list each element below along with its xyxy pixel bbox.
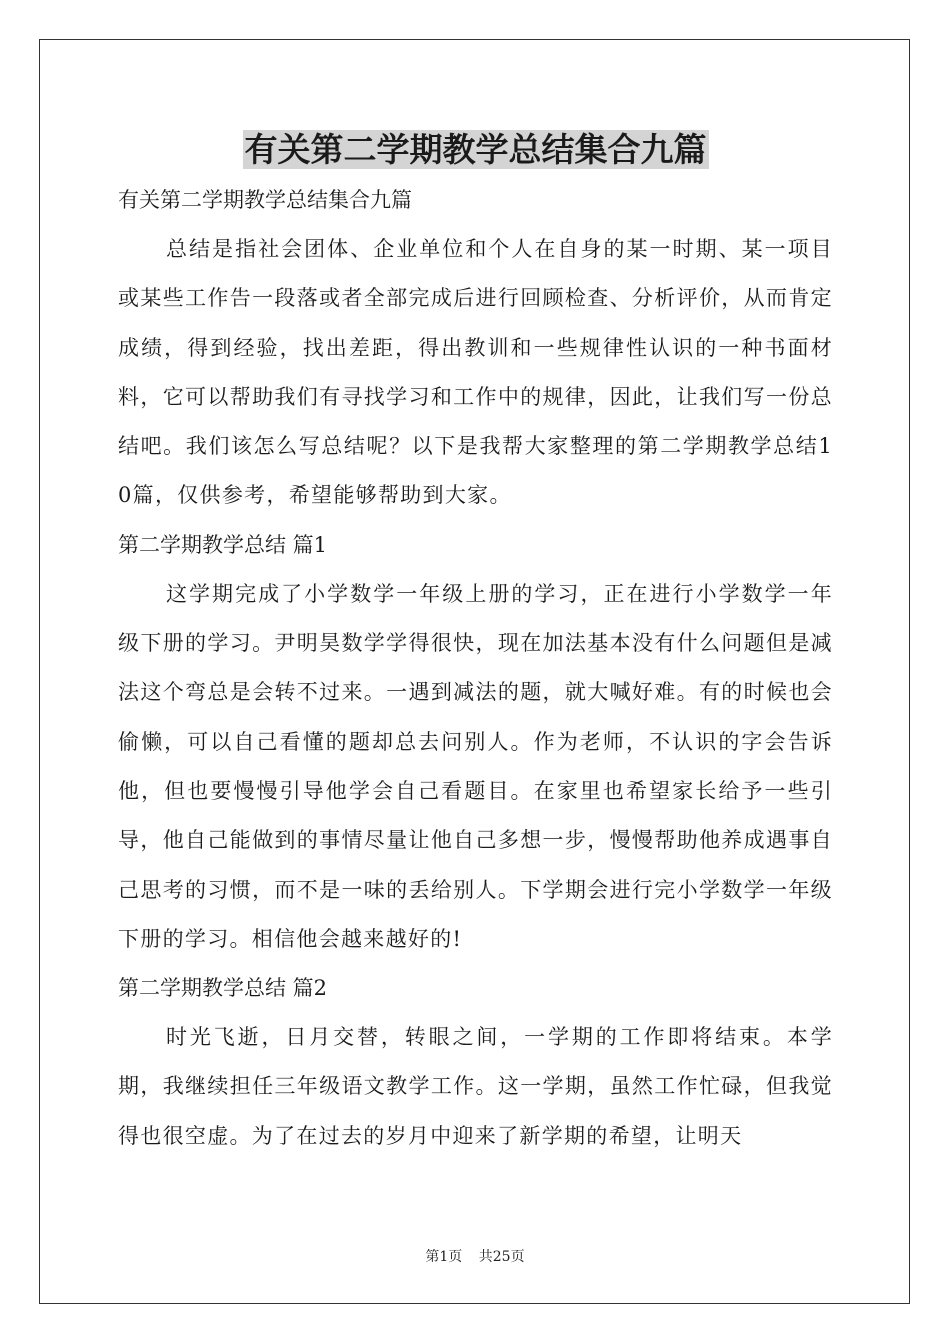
section-body-2: 时光飞逝，日月交替，转眼之间，一学期的工作即将结束。本学期，我继续担任三年级语文教学工作。这一学期，虽然工作忙碌，但我觉得也很空虚。为了在过去的岁月中迎来了新学期的希望，让明天 — [118, 1025, 833, 1148]
page-footer — [0, 1246, 950, 1266]
document-title-text: 有关第二学期教学总结集合九篇 — [244, 130, 707, 169]
section-heading-1: 第二学期教学总结 篇1 — [118, 532, 328, 557]
page-total: 共25页 — [478, 1249, 525, 1265]
page-number: 第1页 — [425, 1249, 463, 1265]
section-body-1: 这学期完成了小学数学一年级上册的学习，正在进行小学数学一年级下册的学习。尹明昊数学学得很快，现在加法基本没有什么问题但是减法这个弯总是会转不过来。一遇到减法的题，就大喊好难。有的时候也会偷懒，可以自己看懂的题却总去问别人。作为老师，不认识的字会告诉他，但也要慢慢引导他学会自己看题目。在家里也希望家长给予一些引导，他自己能做到的事情尽量让他自己多想一步，慢慢帮助他养成遇事自己思考的习惯，而不是一味的丢给别人。下学期会进行完小学数学一年级下册的学习。相信他会越来越好的! — [118, 581, 833, 951]
document-title — [118, 124, 833, 176]
section-heading-2: 第二学期教学总结 篇2 — [118, 976, 328, 1001]
document-subtitle: 有关第二学期教学总结集合九篇 — [118, 188, 412, 212]
intro-paragraph: 总结是指社会团体、企业单位和个人在自身的某一时期、某一项目或某些工作告一段落或者全部完成后进行回顾检查、分析评价，从而肯定成绩，得到经验，找出差距，得出教训和一些规律性认识的一种书面材料，它可以帮助我们有寻找学习和工作中的规律，因此，让我们写一份总结吧。我们该怎么写总结呢？以下是我帮大家整理的第二学期教学总结10篇，仅供参考，希望能够帮助到大家。 — [118, 237, 833, 508]
document-body — [118, 124, 833, 1161]
